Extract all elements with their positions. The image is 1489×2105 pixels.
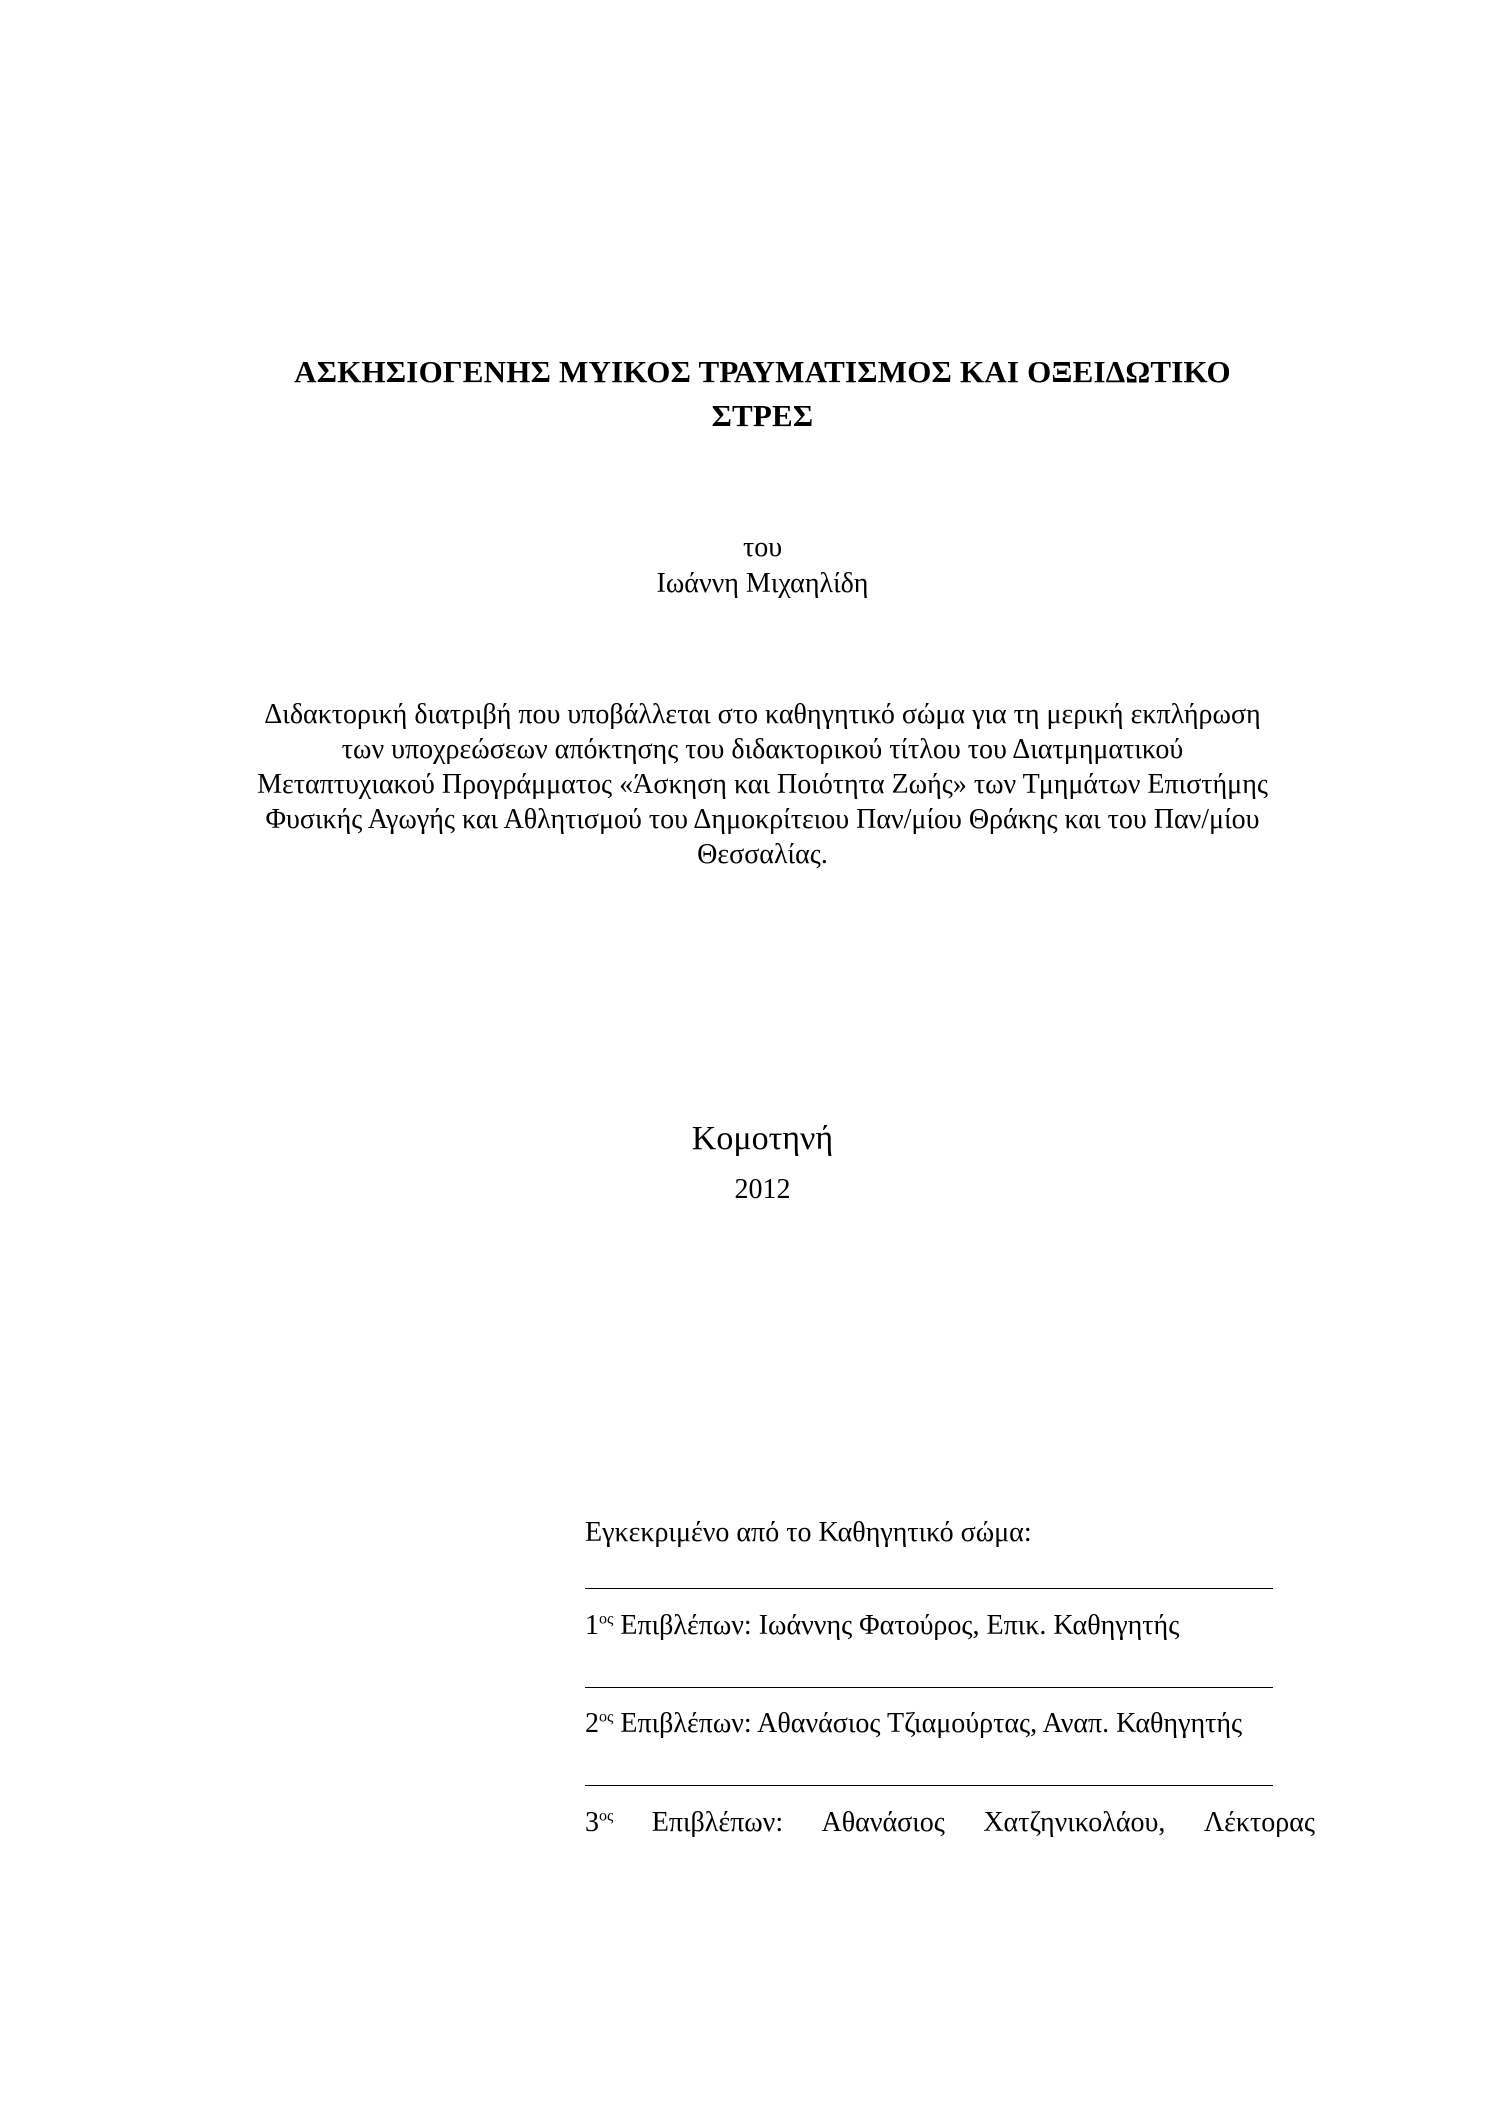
supervisor-label: Επιβλέπων: [651, 1807, 784, 1838]
signature-line [585, 1687, 1273, 1688]
ordinal-suffix: ος [599, 1708, 614, 1726]
description-line: Διδακτορική διατριβή που υποβάλλεται στο καθηγητικό σώμα για τη μερική εκπλήρωση [264, 699, 1261, 730]
author-block [0, 530, 1489, 602]
title-line-1: ΑΣΚΗΣΙΟΓΕΝΗΣ ΜΥΙΚΟΣ ΤΡΑΥΜΑΤΙΣΜΟΣ ΚΑΙ ΟΞΕΙΔΩΤΙΚΟ [294, 354, 1231, 389]
approval-heading: Εγκεκριμένο από το Καθηγητικό σώμα: [585, 1517, 1032, 1548]
ordinal-suffix: ος [599, 1807, 614, 1825]
supervisor-3 [585, 1805, 1315, 1841]
supervisor-text: Επιβλέπων: Ιωάννης Φατούρος, Επικ. Καθηγητής [620, 1610, 1180, 1641]
description-line: Φυσικής Αγωγής και Αθλητισμού του Δημοκρίτειου Παν/μίου Θράκης και του Παν/μίου [265, 804, 1260, 835]
supervisor-1 [585, 1608, 1179, 1644]
supervisor-ordinal: 2 [585, 1708, 599, 1739]
signature-line [585, 1785, 1273, 1786]
description-line: Θεσσαλίας. [697, 839, 828, 870]
by-label: του [742, 532, 783, 563]
ordinal-suffix: ος [599, 1610, 614, 1628]
supervisor-ordinal: 3 [585, 1807, 599, 1838]
description-line: των υποχρεώσεων απόκτησης του διδακτορικού τίτλου του Διατμηματικού [341, 734, 1184, 765]
supervisor-last-name: Χατζηνικολάου, [983, 1807, 1166, 1838]
supervisor-text: Επιβλέπων: Αθανάσιος Τζιαμούρτας, Αναπ. Καθηγητής [620, 1708, 1243, 1739]
title-line-2: ΣΤΡΕΣ [711, 398, 814, 433]
supervisor-first-name: Αθανάσιος [821, 1807, 945, 1838]
thesis-description [210, 697, 1315, 872]
city: Κομοτηνή [691, 1120, 834, 1157]
supervisor-role: Λέκτορας [1203, 1807, 1315, 1838]
supervisor-ordinal-group [585, 1805, 613, 1841]
signature-line [585, 1588, 1273, 1589]
supervisor-2 [585, 1706, 1242, 1742]
supervisor-ordinal: 1 [585, 1610, 599, 1641]
year: 2012 [734, 1174, 791, 1205]
author-name: Ιωάννη Μιχαηλίδη [656, 568, 869, 599]
thesis-title [0, 350, 1489, 438]
description-line: Μεταπτυχιακού Προγράμματος «Άσκηση και Ποιότητα Ζωής» των Τμημάτων Επιστήμης [257, 769, 1268, 800]
